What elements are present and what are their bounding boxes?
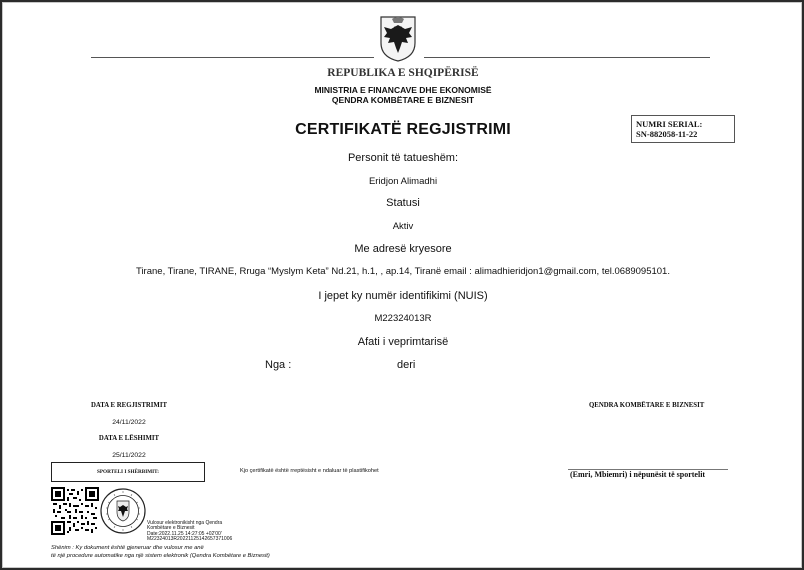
signature-label: (Emri, Mbiemri) i nëpunësit të sportelit — [570, 470, 706, 479]
albanian-emblem-icon — [378, 13, 418, 63]
business-center-name: QENDRA KOMBËTARE E BIZNESIT — [331, 95, 475, 105]
serial-value: SN-882058-11-22 — [636, 129, 698, 139]
certificate-page — [2, 2, 802, 568]
term-from-label: Nga : — [265, 359, 292, 371]
address-value: Tirane, Tirane, TIRANE, Rruga “Myslym Keta” Nd.21, h.1, , ap.14, Tiranë email : alimadhieridjon1@gmail.com, tel.0689095101. — [136, 266, 670, 277]
esign-line: Vulosur elektronikisht nga Qendra — [147, 520, 223, 526]
nuis-label: I jepet ky numër identifikimi (NUIS) — [318, 290, 488, 302]
esign-line: M22324013R20221125142657371006 — [147, 535, 233, 542]
service-desk-box: SPORTELI I SHËRBIMIT: — [51, 462, 205, 482]
serial-label: NUMRI SERIAL: — [636, 119, 703, 129]
disclaimer-line: të një procedure automatike nga një sistem elektronik (Qendra Kombëtare e Biznesit) — [51, 553, 270, 559]
term-label: Afati i veprimtarisë — [357, 336, 449, 348]
right-org-name: QENDRA KOMBËTARE E BIZNESIT — [589, 402, 705, 409]
nuis-value: M22324013R — [374, 313, 432, 324]
term-to-label: deri — [397, 359, 416, 371]
address-label: Me adresë kryesore — [354, 243, 452, 255]
esign-details — [147, 521, 232, 542]
esign-line: Date:2022.11.25 14:27:05 +02'00' — [147, 530, 222, 537]
qr-code-icon — [51, 487, 99, 535]
certificate-title: CERTIFIKATË REGJISTRIMI — [295, 121, 511, 138]
lamination-note: Kjo çertifikatë është rreptësisht e ndaluar të plastifikohet — [240, 468, 379, 474]
registration-date-label: DATA E REGJISTRIMIT — [90, 402, 168, 409]
country-name: REPUBLIKA E SHQIPËRISË — [327, 67, 479, 79]
serial-number-box — [631, 115, 735, 143]
registration-date-value: 24/11/2022 — [112, 419, 146, 426]
disclaimer-note — [51, 544, 270, 560]
ministry-block — [3, 85, 803, 105]
issue-date-label: DATA E LËSHIMIT — [98, 435, 160, 442]
status-label: Statusi — [386, 197, 420, 209]
header-rule-left — [91, 57, 374, 58]
person-label: Personit të tatueshëm: — [347, 152, 459, 164]
disclaimer-line: Shënim : Ky dokument është gjeneruar dhe vulosur me anë — [51, 545, 204, 551]
header-rule-right — [424, 57, 710, 58]
esign-line: Kombëtare e Biznesit — [147, 525, 195, 532]
electronic-seal-icon — [100, 488, 146, 534]
status-value: Aktiv — [392, 221, 414, 232]
issue-date-value: 25/11/2022 — [112, 452, 146, 459]
ministry-name: MINISTRIA E FINANCAVE DHE EKONOMISË — [314, 85, 492, 95]
person-value: Eridjon Alimadhi — [368, 176, 438, 187]
